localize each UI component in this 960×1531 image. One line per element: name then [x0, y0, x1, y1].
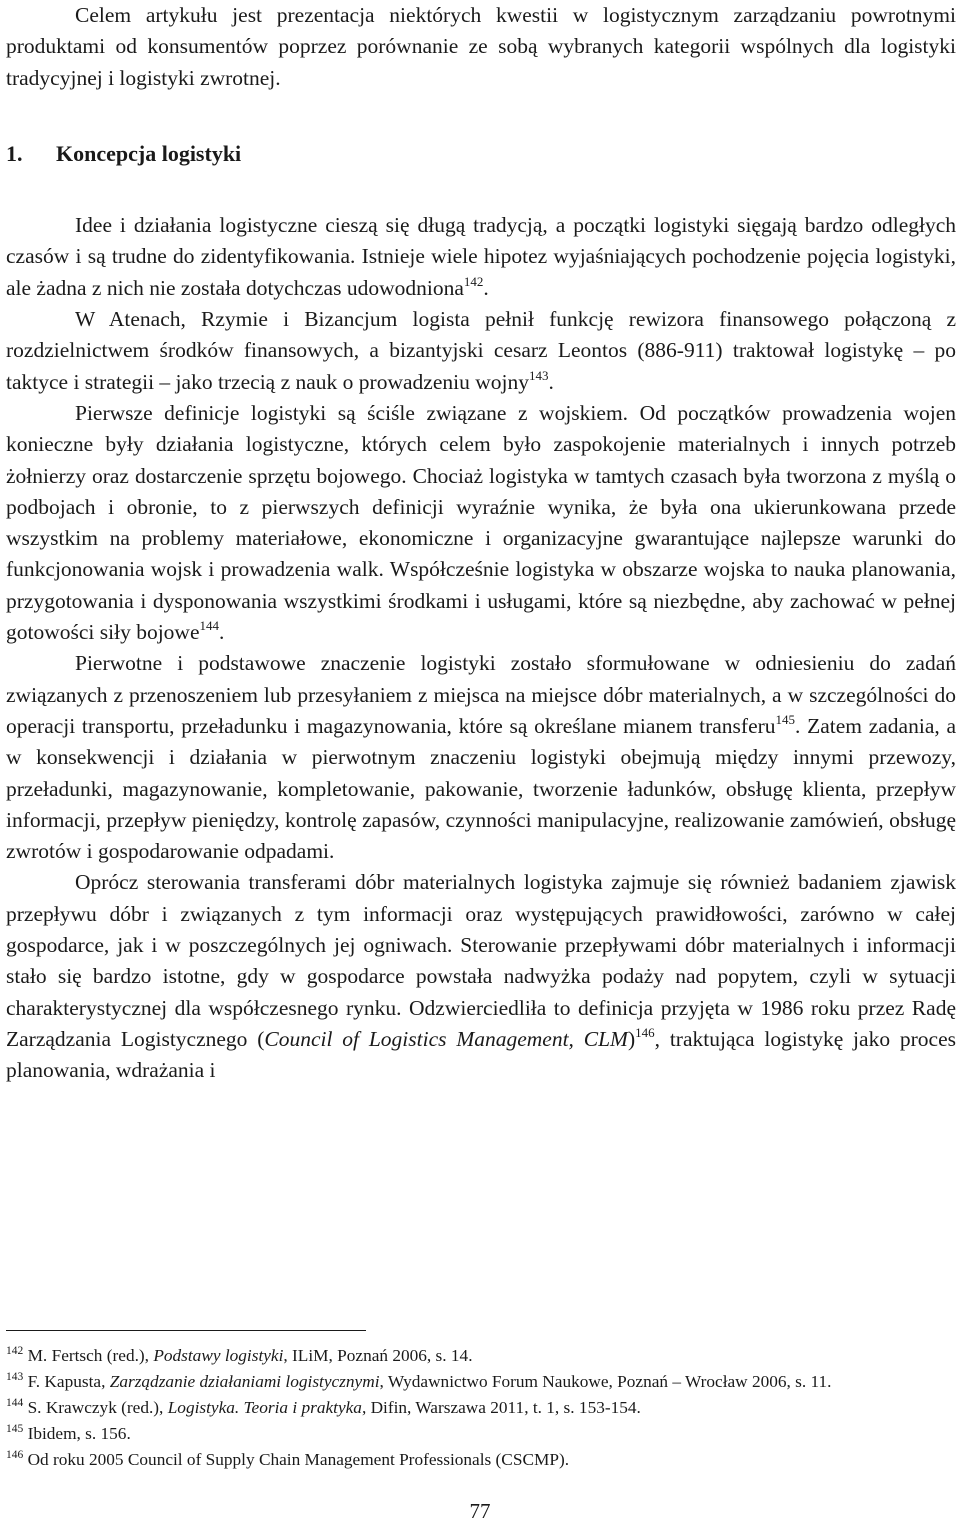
paragraph-5 — [6, 867, 956, 1086]
footnote-text: , Difin, Warszawa 2011, t. 1, s. 153-154. — [361, 1398, 641, 1417]
paragraph-3-end: . — [219, 620, 225, 645]
paragraph-4-text-b: . Zatem zadania, a w konsekwencji i działania w pierwotnym znaczeniu logistyki obejmują między innymi przewozy, przeładunki, magazynowanie, kompletowanie, pakowanie, tworzenie ładunków, obsługę klienta, przepływ informacji, przepływ pieniędzy, kontrolę zapasów, czynności manipulacyjne, realizowanie zamówień, obsługę zwrotów i gospodarowanie odpadami. — [6, 713, 956, 864]
section-number: 1. — [6, 140, 23, 166]
footnote-text: S. Krawczyk (red.), — [23, 1398, 168, 1417]
footnote-text: , Wydawnictwo Forum Naukowe, Poznań – Wrocław 2006, s. 11. — [379, 1372, 832, 1391]
footnote-142 — [6, 1343, 956, 1369]
footnote-text: , ILiM, Poznań 2006, s. 14. — [283, 1346, 473, 1365]
footnote-144 — [6, 1395, 956, 1421]
paragraph-1-text: Idee i działania logistyczne cieszą się długą tradycją, a początki logistyki sięgają bardzo odległych czasów i są trudne do zidentyfikowania. Istnieje wiele hipotez wyjaśniających pochodzenie pojęcia logistyki, ale żadna z nich nie została dotychczas udowodniona — [6, 213, 956, 300]
footnote-title: Zarządzanie działaniami logistycznymi — [109, 1372, 380, 1391]
footnote-146 — [6, 1447, 956, 1473]
paragraph-2-end: . — [548, 369, 554, 394]
footnote-title: Podstawy logistyki — [153, 1346, 284, 1365]
footnote-divider — [6, 1330, 366, 1331]
footnote-number: 143 — [6, 1371, 24, 1383]
footnote-145 — [6, 1421, 956, 1447]
paragraph-3 — [6, 398, 956, 648]
footnote-ref-142[interactable]: 142 — [463, 273, 484, 289]
paragraph-1-end: . — [483, 275, 489, 300]
footnote-ref-143[interactable]: 143 — [528, 367, 549, 383]
footnote-number: 145 — [6, 1423, 24, 1435]
footnote-ref-144[interactable]: 144 — [199, 618, 219, 634]
paragraph-2-text: W Atenach, Rzymie i Bizancjum logista pełnił funkcję rewizora finansowego połączoną z rozdzielnictwem środków finansowych, a bizantyjski cesarz Leontos (886-911) traktował logistykę – po taktyce i strategii – jako trzecią z nauk o prowadzeniu wojny — [6, 307, 956, 394]
section-heading — [6, 138, 956, 169]
footnotes — [6, 1343, 956, 1473]
paragraph-1 — [6, 210, 956, 304]
footnote-143 — [6, 1369, 956, 1395]
paragraph-4-text-a: Pierwotne i podstawowe znaczenie logistyki zostało sformułowane w odniesieniu do zadań związanych z przenoszeniem lub przesyłaniem z miejsca na miejsce dóbr materialnych, a w szczególności do operacji transportu, przeładunku i magazynowania, które są określane mianem transferu — [6, 651, 956, 738]
footnote-text: Ibidem, s. 156. — [23, 1424, 131, 1443]
footnote-text: M. Fertsch (red.), — [23, 1346, 154, 1365]
paragraph-3-text: Pierwsze definicje logistyki są ściśle związane z wojskiem. Od początków prowadzenia wojen konieczne były działania logistyczne, których celem było zaspokojenie materialnych i innych potrzeb żołnierzy oraz dostarczenie sprzętu bojowego. Chociaż logistyka w tamtych czasach była tworzona z myślą o podbojach i obronie, to z pierwszych definicji wyraźnie wynika, że była ona ukierunkowana przede wszystkim na problemy materiałowe, ekonomiczne i organizacyjne gwarantujące najlepsze warunki do funkcjonowania wojsk i prowadzenia walk. Współcześnie logistyka w obszarze wojska to nauka planowania, przygotowania i dysponowania wszystkimi środkami i usługami, które są niezbędne, aby zachować w pełnej gotowości siły bojowe — [6, 400, 956, 645]
footnote-title: Logistyka. Teoria i praktyka — [167, 1398, 362, 1417]
paragraph-5-text-b: ) — [627, 1026, 636, 1051]
page-number: 77 — [469, 1499, 491, 1523]
paragraph-5-text-c: , traktująca logistykę jako proces planowania, wdrażania i — [6, 1026, 956, 1083]
paragraph-2 — [6, 304, 956, 398]
footnote-number: 146 — [6, 1449, 24, 1461]
footnote-text: Od roku 2005 Council of Supply Chain Management Professionals (CSCMP). — [23, 1450, 570, 1469]
section-title: Koncepcja logistyki — [56, 140, 242, 166]
intro-paragraph: Celem artykułu jest prezentacja niektórych kwestii w logistycznym zarządzaniu powrotnymi produktami od konsumentów poprzez porównanie ze sobą wybranych kategorii wspólnych dla logistyki tradycyjnej i logistyki zwrotnej. — [6, 3, 956, 90]
document-body — [6, 0, 956, 1087]
paragraph-5-italic: Council of Logistics Management, CLM — [264, 1026, 628, 1051]
footnote-ref-145[interactable]: 145 — [775, 711, 796, 727]
footnote-number: 142 — [6, 1345, 24, 1357]
paragraph-4 — [6, 648, 956, 867]
footnote-number: 144 — [6, 1397, 24, 1409]
footnote-text: F. Kapusta, — [23, 1372, 110, 1391]
footnote-ref-146[interactable]: 146 — [635, 1024, 655, 1040]
paragraph-5-text-a: Oprócz sterowania transferami dóbr materialnych logistyka zajmuje się również badaniem zjawisk przepływu dóbr i związanych z tym informacji oraz występujących prawidłowości, zarówno w całej gospodarce, jak i w poszczególnych jej ogniwach. Sterowanie przepływami dóbr materialnych i informacji stało się bardzo istotne, gdy w gospodarce powstała nadwyżka podaży nad popytem, czyli w sytuacji charakterystycznej dla współczesnego rynku. Odzwierciedliła to definicja przyjęta w 1986 roku przez Radę Zarządzania Logistycznego ( — [6, 870, 956, 1051]
